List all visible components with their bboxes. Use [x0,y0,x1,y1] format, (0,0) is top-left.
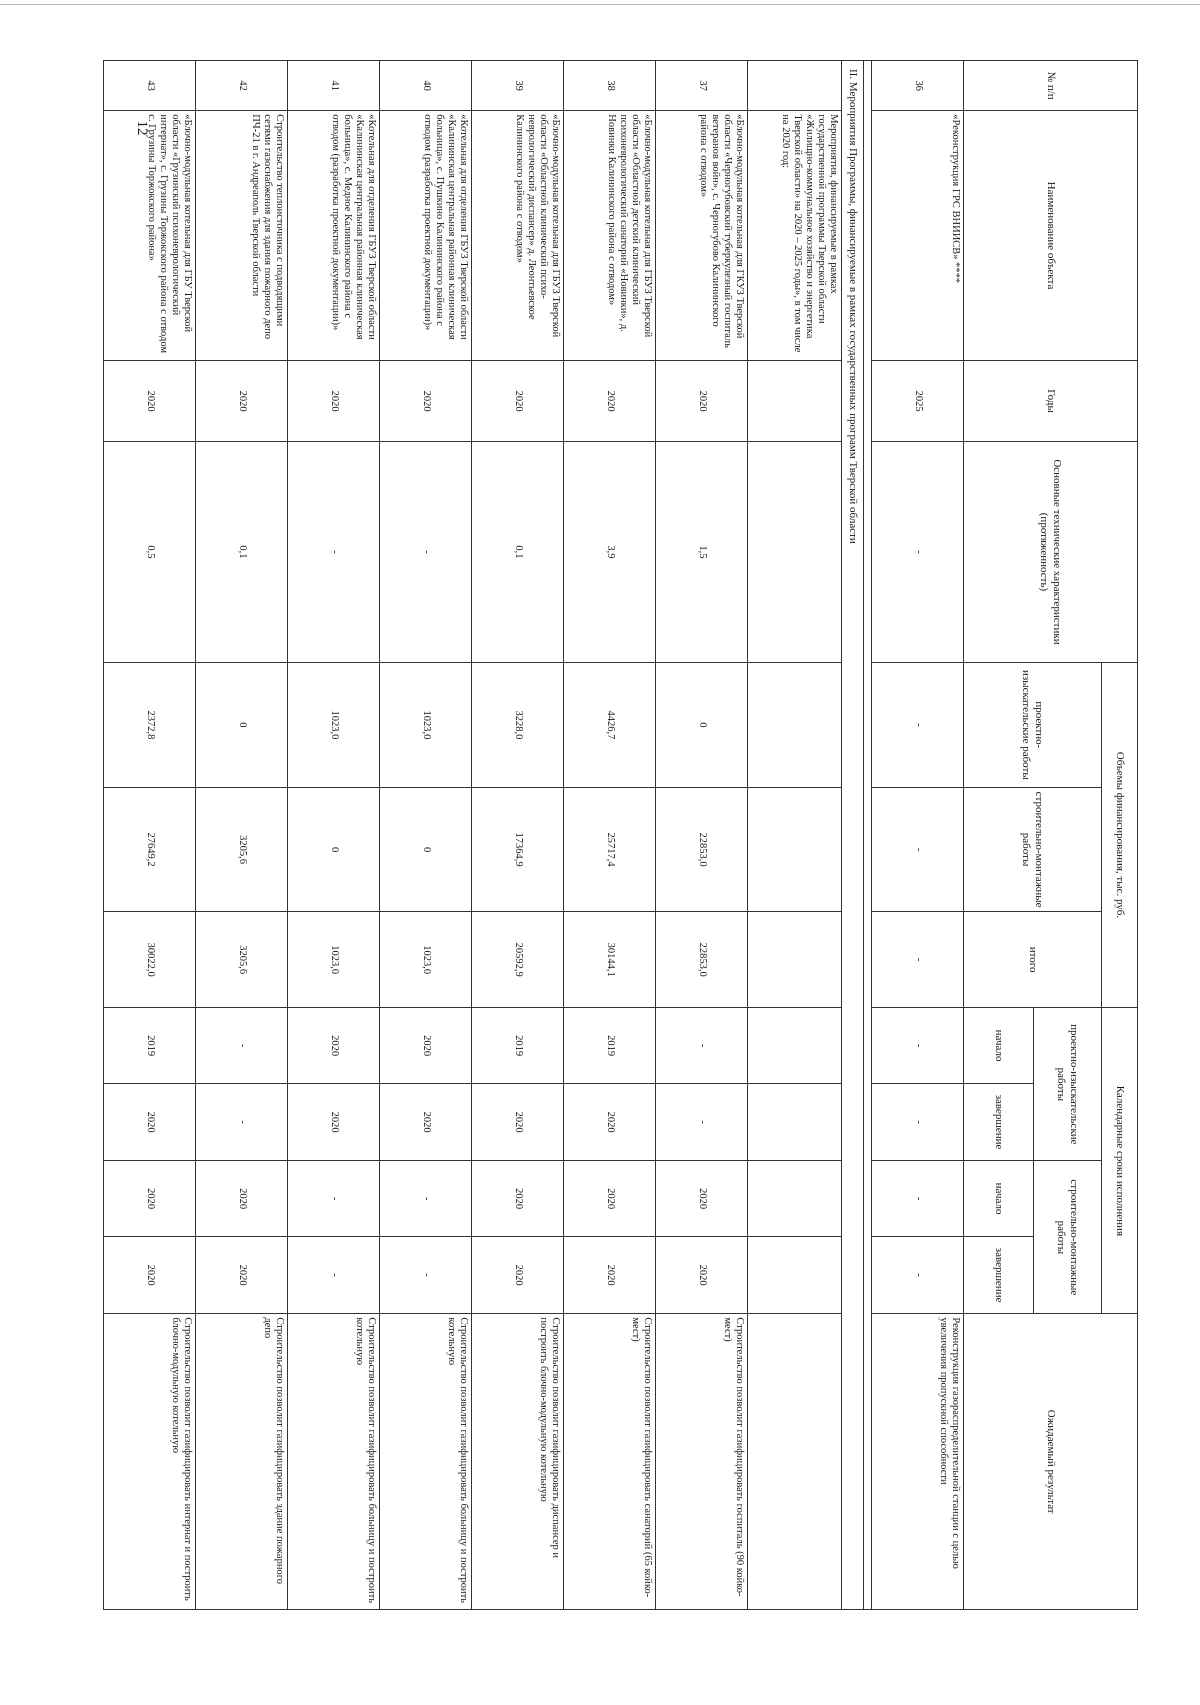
cell-specs: 0,1 [472,442,564,662]
cell-survey-start: 2019 [104,1008,196,1083]
cell-construction: - [872,788,964,912]
cell-num: 39 [472,61,564,111]
cell-survey-end: 2020 [288,1083,380,1161]
cell-install-end: 2020 [196,1236,288,1314]
cell-years: 2020 [472,360,564,442]
cell-years: 2020 [104,360,196,442]
header-survey-start: начало [964,1008,1034,1083]
cell-name: «Блочно-модульная котельная для ГКУЗ Тверской области «Черногубовский туберкулезный госпиталь ветеранов войн», с. Черногубово Калининского района с отводом» [656,111,748,360]
header-result: Ожидаемый результат [964,1314,1138,1610]
table-row [472,61,564,1610]
cell-num: 40 [380,61,472,111]
cell-design: - [872,662,964,788]
cell-install-end: 2020 [564,1236,656,1314]
cell-num: 37 [656,61,748,111]
cell-specs: 0,1 [196,442,288,662]
cell-num: 36 [872,61,964,111]
cell-result: Строительство позволит газифицировать диспансер и построить блочно-модульную котельную [472,1314,564,1610]
cell-construction: 3205,6 [196,788,288,912]
cell-construction: 17364,9 [472,788,564,912]
header-survey-works: проектно-изыскательские работы [1034,1008,1102,1161]
cell-total: 1023,0 [288,911,380,1007]
header-construction-works: строительно-монтажные работы [964,788,1102,912]
cell-install-start: 2020 [472,1161,564,1236]
cell-years: 2020 [564,360,656,442]
table-row [656,61,748,1610]
header-years: Годы [964,360,1138,442]
cell-num: 41 [288,61,380,111]
cell-num: 43 [104,61,196,111]
cell-specs: 0,5 [104,442,196,662]
cell-result: Реконструкция газораспределительной станции с целью увеличения пропускной способности [872,1314,964,1610]
table-row [288,61,380,1610]
spacer-cell [864,61,872,1610]
cell-years: 2020 [288,360,380,442]
cell-name: «Блочно-модульная котельная для ГБУЗ Тверской области «Областной детский клинический психоневрологический санаторий «Новинки», д. Новинки Калининского района с отводом» [564,111,656,360]
cell-total: 30144,1 [564,911,656,1007]
program-row [748,61,842,1610]
cell-design: 2372,8 [104,662,196,788]
cell-install-start: - [872,1161,964,1236]
cell-num [748,61,842,111]
cell-survey-end: 2020 [564,1083,656,1161]
cell-survey-end: - [656,1083,748,1161]
cell-install-start: 2020 [196,1161,288,1236]
cell-years: 2020 [380,360,472,442]
header-name: Наименование объекта [964,111,1138,360]
cell-install-start: - [380,1161,472,1236]
cell-name: «Блочно-модульная котельная для ГБУ Тверской области «Грузинский психоневрологический интернат», с. Грузины Торжокского района с отводом с. Грузины Торжокского района» [104,111,196,360]
table-row [564,61,656,1610]
cell-construction: 27649,2 [104,788,196,912]
cell-install-end: - [872,1236,964,1314]
cell-install-start: 2020 [564,1161,656,1236]
cell-construction: 22853,0 [656,788,748,912]
header-install-works: строительно-монтажные работы [1034,1161,1102,1314]
rotated-table-wrapper [144,60,1138,1610]
table-row-36 [872,61,964,1610]
cell-total: 22853,0 [656,911,748,1007]
cell-result: Строительство позволит газифицировать госпиталь (90 койко-мест) [656,1314,748,1610]
cell-survey-end: 2020 [380,1083,472,1161]
header-calendar-group: Календарные сроки исполнения [1102,1008,1138,1314]
table-row [104,61,196,1610]
program-name: Мероприятия, финансируемые в рамках государственной программы Тверской области «Жилищно-коммунальное хозяйство и энергетика Тверской области» на 2020 – 2025 годы», в том числе на 2020 год: [748,111,842,360]
cell-name: «Реконструкция ГРС ВНИИСВ» **** [872,111,964,360]
cell-result: Строительство позволит газифицировать санаторий (65 койко-мест) [564,1314,656,1610]
cell-total: 30022,0 [104,911,196,1007]
cell-design: 4426,7 [564,662,656,788]
cell-num: 42 [196,61,288,111]
cell-construction: 0 [288,788,380,912]
cell-name: «Блочно-модульная котельная для ГБУЗ Тверской области «Областной клинический психо-неврологический диспансер» д. Леонтьевское Калининского района с отводом» [472,111,564,360]
header-design-works: проектно-изыскательские работы [964,662,1102,788]
cell-total: 20592,9 [472,911,564,1007]
cell-specs: - [872,442,964,662]
header-specs: Основные технические характеристики (протяженность) [964,442,1138,662]
table-row [380,61,472,1610]
header-install-start: начало [964,1161,1034,1236]
cell-survey-start: 2019 [472,1008,564,1083]
cell-years: 2025 [872,360,964,442]
scan-edge-line [0,4,1200,5]
cell-specs: 3,9 [564,442,656,662]
cell-survey-start: - [656,1008,748,1083]
cell-survey-start: 2019 [564,1008,656,1083]
cell-install-end: 2020 [104,1236,196,1314]
header-num: № п/п [964,61,1138,111]
cell-total: 1023,0 [380,911,472,1007]
cell-install-end: - [380,1236,472,1314]
cell-survey-start: - [872,1008,964,1083]
cell-survey-start: - [196,1008,288,1083]
cell-design: 0 [656,662,748,788]
cell-name: «Котельная для отделения ГБУЗ Тверской области «Калининская центральная районная клиническая больница», с. Пушкино Калининского района с отводом (разработка проектной документации)» [380,111,472,360]
cell-specs: 1,5 [656,442,748,662]
cell-name: Строительство теплоисточника с подводящими сетями газоснабжения для здания пожарного депо ПЧ-21 в г. Андреаполь Тверской области [196,111,288,360]
table-row [196,61,288,1610]
cell-design: 0 [196,662,288,788]
cell-install-start: 2020 [104,1161,196,1236]
cell-years: 2020 [656,360,748,442]
cell-survey-end: 2020 [472,1083,564,1161]
cell-install-start: - [288,1161,380,1236]
cell-years: 2020 [196,360,288,442]
page-number: 12 [134,120,150,136]
section-row [842,61,864,1610]
cell-result: Строительство позволит газифицировать интернат и построить блочно-модульную котельную [104,1314,196,1610]
cell-design: 1023,0 [380,662,472,788]
cell-survey-start: 2020 [288,1008,380,1083]
cell-result: Строительство позволит газифицировать здание пожарного депо [196,1314,288,1610]
cell-install-start: 2020 [656,1161,748,1236]
cell-result: Строительство позволит газифицировать больницу и построить котельную [288,1314,380,1610]
cell-construction: 0 [380,788,472,912]
section-title: II. Мероприятия Программы, финансируемые в рамках государственных программ Тверской области [842,61,864,1610]
header-survey-end: завершение [964,1083,1034,1161]
cell-survey-end: 2020 [104,1083,196,1161]
cell-specs: - [288,442,380,662]
cell-num: 38 [564,61,656,111]
cell-specs: - [380,442,472,662]
cell-result: Строительство позволит газифицировать больницу и построить котельную [380,1314,472,1610]
header-install-end: завершение [964,1236,1034,1314]
cell-name: «Котельная для отделения ГБУЗ Тверской области «Калининская центральная районная клиническая больница», с. Медное Калининского района с отводом (разработка проектной документации)» [288,111,380,360]
cell-design: 1023,0 [288,662,380,788]
cell-survey-end: - [196,1083,288,1161]
header-finance-group: Объемы финансирования, тыс. руб. [1102,662,1138,1008]
cell-total: - [872,911,964,1007]
cell-construction: 25717,4 [564,788,656,912]
objects-table [103,60,1138,1610]
header-total: итого [964,911,1102,1007]
cell-install-end: 2020 [656,1236,748,1314]
cell-install-end: 2020 [472,1236,564,1314]
cell-total: 3205,6 [196,911,288,1007]
spacer-row [864,61,872,1610]
cell-survey-end: - [872,1083,964,1161]
cell-design: 3228,0 [472,662,564,788]
cell-install-end: - [288,1236,380,1314]
cell-survey-start: 2020 [380,1008,472,1083]
